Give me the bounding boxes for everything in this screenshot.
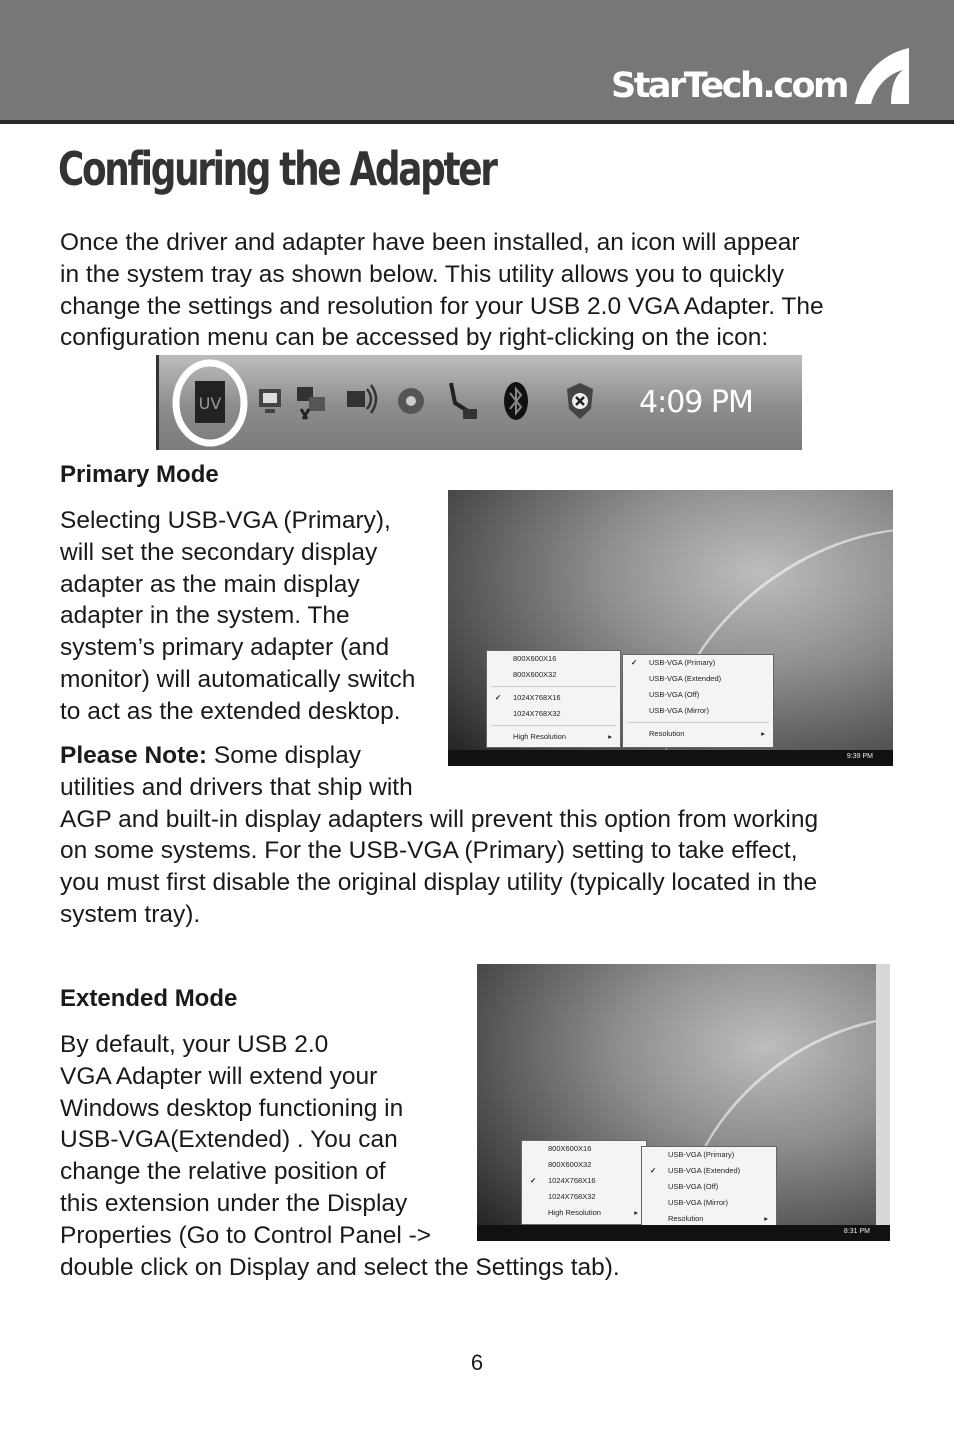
menu-item-selected[interactable] [522,1173,646,1189]
media-icon [395,379,429,423]
check-icon: ✓ [495,693,502,702]
primary-line: Selecting USB-VGA (Primary), [60,507,391,534]
menu-item[interactable]: 800X600X32 [548,1160,592,1169]
menu-item-label: 1024X768X16 [548,1176,596,1185]
extended-line: USB-VGA(Extended) . You can [60,1126,398,1154]
primary-line: system’s primary adapter (and [60,634,390,662]
intro-line: Once the driver and adapter have been installed, an icon will appear [60,229,800,256]
menu-item[interactable]: USB-VGA (Off) [649,690,700,699]
display-icon [255,379,289,423]
menu-separator [491,725,616,726]
primary-mode-paragraph [60,505,415,728]
tray-clock: 4:09 PM [639,385,753,420]
usb-vga-icon [171,359,249,447]
extended-line: double click on Display and select the Settings tab). [60,1253,620,1281]
page-title: Configuring the Adapter [58,142,496,196]
check-icon: ✓ [650,1166,657,1175]
menu-item[interactable]: USB-VGA (Mirror) [649,706,709,715]
primary-line: to act as the extended desktop. [60,697,401,725]
extended-line: Windows desktop functioning in [60,1094,404,1122]
header-band [0,0,954,120]
extended-line: By default, your USB 2.0 [60,1031,329,1058]
primary-mode-heading: Primary Mode [60,461,219,488]
menu-separator [491,686,616,687]
extended-line: VGA Adapter will extend your [60,1062,378,1090]
menu-item[interactable]: USB-VGA (Extended) [649,674,722,683]
context-menu-mode [622,654,774,748]
svg-text:UV: UV [198,394,222,413]
menu-item-label: USB-VGA (Primary) [649,658,716,667]
note-line: on some systems. For the USB-VGA (Primary) setting to take effect, [60,837,798,865]
extended-line: change the relative position of [60,1158,386,1186]
context-menu-mode [641,1146,777,1226]
note-first-text: Some display [207,742,361,769]
plug-icon [445,379,479,423]
note-label: Please Note: [60,742,208,769]
menu-item[interactable]: 1024X768X32 [548,1192,596,1201]
brand-swoosh-icon [851,48,909,104]
security-icon [563,379,597,423]
menu-item-selected[interactable] [623,655,773,671]
primary-line: adapter in the system. The [60,602,350,630]
note-line: system tray). [60,900,201,928]
note-line: you must first disable the original display utility (typically located in the [60,869,818,897]
menu-item[interactable]: USB-VGA (Mirror) [668,1198,728,1207]
network-icon [295,379,329,423]
context-menu-resolution [486,650,621,748]
menu-item-submenu[interactable] [522,1205,646,1221]
menu-item-label: Resolution [649,729,685,738]
note-line: AGP and built-in display adapters will prevent this option from working [60,805,819,833]
bluetooth-icon [499,379,533,423]
menu-item[interactable]: 800X600X16 [513,654,557,663]
header-rule [0,120,954,124]
intro-paragraph [60,227,900,354]
extended-mode-heading: Extended Mode [60,985,238,1012]
system-tray-image [156,355,802,450]
page-number: 6 [470,1350,484,1375]
intro-line: change the settings and resolution for your USB 2.0 VGA Adapter. The [60,292,824,320]
submenu-arrow-icon: ▸ [608,732,612,741]
volume-icon [345,379,379,423]
extended-line: Properties (Go to Control Panel -> [60,1221,432,1249]
menu-item[interactable]: 800X600X16 [548,1144,592,1153]
screen-edge [876,964,890,1241]
taskbar-clock: 8:31 PM [843,1228,870,1235]
intro-line: in the system tray as shown below. This utility allows you to quickly [60,260,784,288]
menu-item-label: High Resolution [548,1208,601,1217]
menu-item[interactable]: USB-VGA (Off) [668,1182,719,1191]
menu-item-label: High Resolution [513,732,566,741]
submenu-arrow-icon: ▸ [761,729,765,738]
primary-line: monitor) will automatically switch [60,665,416,693]
menu-item-selected[interactable] [487,690,620,706]
menu-item-selected[interactable] [642,1163,776,1179]
menu-separator [627,722,769,723]
taskbar-clock: 9:39 PM [846,753,873,760]
menu-item[interactable]: 1024X768X32 [513,709,561,718]
intro-line: configuration menu can be accessed by right-clicking on the icon: [60,324,769,352]
check-icon: ✓ [631,658,638,667]
menu-item-label: Resolution [668,1214,704,1223]
check-icon: ✓ [530,1176,537,1185]
brand-name: StarTech.com [610,66,847,106]
menu-item[interactable]: USB-VGA (Primary) [668,1150,735,1159]
brand-logo [611,48,909,104]
note-line: utilities and drivers that ship with [60,773,413,801]
primary-mode-screenshot [448,490,893,766]
please-note-paragraph [60,740,818,931]
menu-item[interactable]: 800X600X32 [513,670,557,679]
extended-line: this extension under the Display [60,1189,408,1217]
submenu-arrow-icon: ▸ [634,1208,638,1217]
primary-line: adapter as the main display [60,570,360,598]
menu-item-label: 1024X768X16 [513,693,561,702]
primary-line: will set the secondary display [60,538,378,566]
extended-mode-screenshot [477,964,890,1241]
context-menu-resolution [521,1140,647,1225]
submenu-arrow-icon: ▸ [764,1214,768,1223]
note-line-first [60,740,818,772]
taskbar [477,1225,890,1241]
menu-item-label: USB-VGA (Extended) [668,1166,741,1175]
